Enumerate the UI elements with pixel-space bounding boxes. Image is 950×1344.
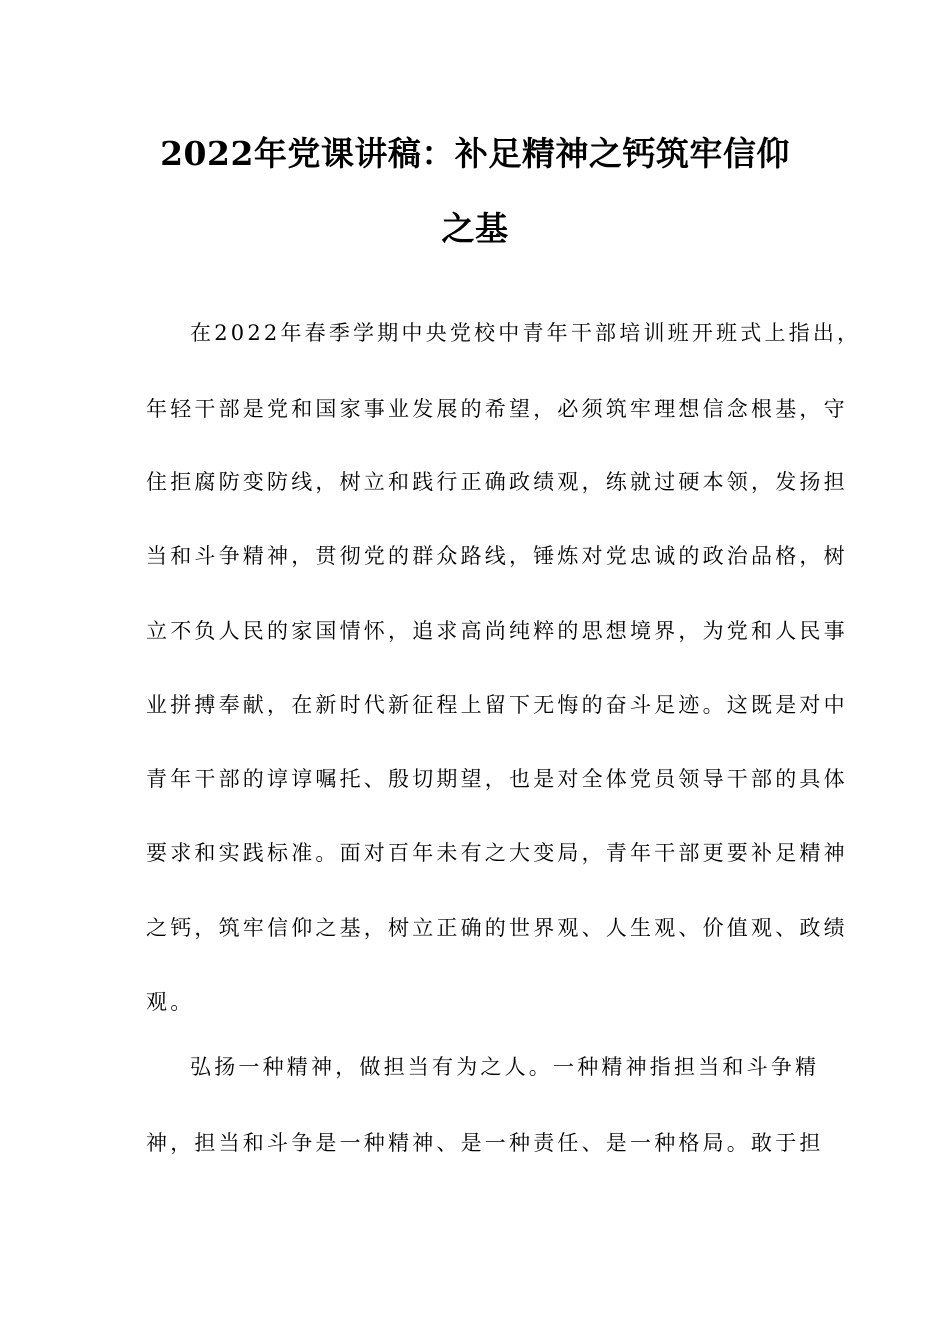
paragraph-1-line-6: 业拼搏奉献，在新时代新征程上留下无悔的奋斗足迹。这既是对中: [146, 693, 848, 717]
paragraph-1-line-7: 青年干部的谆谆嘱托、殷切期望，也是对全体党员领导干部的具体: [146, 767, 848, 791]
paragraph-1-line-2: 年轻干部是党和国家事业发展的希望，必须筑牢理想信念根基，守: [146, 397, 848, 421]
paragraph-1-line-5: 立不负人民的家国情怀，追求高尚纯粹的思想境界，为党和人民事: [146, 619, 848, 643]
paragraph-2-line-1: 弘扬一种精神，做担当有为之人。一种精神指担当和斗争精: [190, 1055, 820, 1079]
paragraph-1-line-1: 在2022年春季学期中央党校中青年干部培训班开班式上指出，: [190, 321, 862, 345]
paragraph-1-line-4: 当和斗争精神，贯彻党的群众路线，锤炼对党忠诚的政治品格，树: [146, 544, 848, 568]
paragraph-1-line-8: 要求和实践标准。面对百年未有之大变局，青年干部更要补足精神: [146, 841, 848, 865]
paragraph-1-line-10: 观。: [146, 990, 195, 1014]
paragraph-1-line-9: 之钙，筑牢信仰之基，树立正确的世界观、人生观、价值观、政绩: [146, 916, 848, 940]
paragraph-1-line-3: 住拒腐防变防线，树立和践行正确政绩观，练就过硬本领，发扬担: [146, 470, 848, 494]
document-title-line-1: 2022年党课讲稿：补足精神之钙筑牢信仰: [160, 134, 790, 173]
document-title-line-2: 之基: [441, 209, 509, 248]
paragraph-2-line-2: 神，担当和斗争是一种精神、是一种责任、是一种格局。敢于担: [146, 1131, 824, 1155]
